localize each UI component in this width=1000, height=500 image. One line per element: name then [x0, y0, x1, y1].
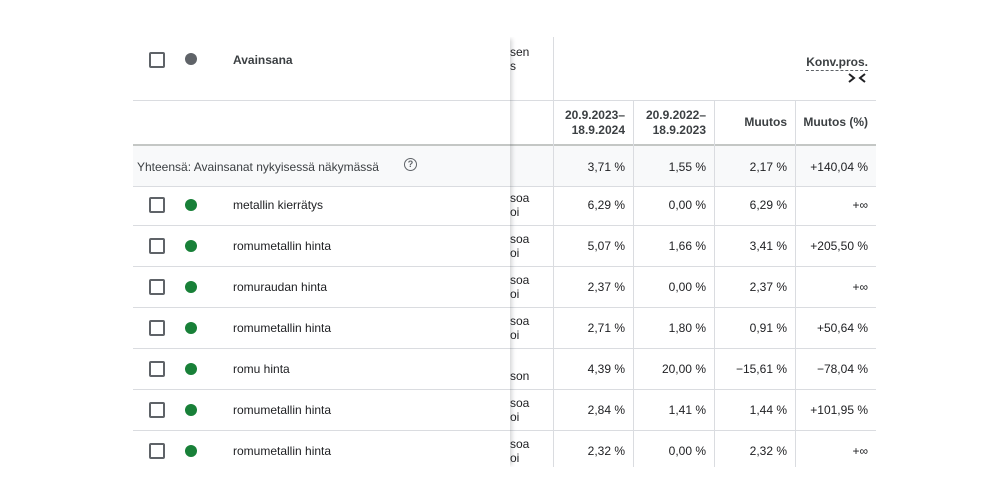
total-value: 1,55 %	[668, 160, 706, 174]
divider	[133, 266, 510, 267]
cell-value: 1,44 %	[749, 403, 787, 417]
cell-value: 5,07 %	[587, 239, 625, 253]
cell-value: 2,32 %	[749, 444, 787, 458]
partial-cell: son	[510, 369, 530, 383]
status-enabled-dot[interactable]	[185, 404, 197, 416]
row-checkbox[interactable]	[149, 320, 165, 336]
partial-cell: oi	[510, 246, 520, 260]
column-header-line: Muutos (%)	[803, 115, 868, 129]
cell-value: 1,41 %	[668, 403, 706, 417]
partial-cell: soa	[510, 273, 530, 287]
column-header-previous-period[interactable]	[633, 108, 706, 138]
partial-header-line1: sen	[510, 45, 530, 59]
cell-value: −78,04 %	[816, 362, 868, 376]
keyword-text[interactable]: romuraudan hinta	[233, 280, 328, 294]
status-enabled-dot[interactable]	[185, 363, 197, 375]
cell-value: 6,29 %	[587, 198, 625, 212]
partial-cell: soa	[510, 396, 530, 410]
row-checkbox[interactable]	[149, 443, 165, 459]
total-value: 2,17 %	[749, 160, 787, 174]
cell-value: 3,41 %	[749, 239, 787, 253]
cell-value: +∞	[852, 280, 868, 294]
divider	[133, 100, 510, 101]
chevrons-collapse-icon[interactable]	[846, 71, 868, 85]
frozen-keyword-column	[133, 37, 510, 467]
status-enabled-dot[interactable]	[185, 240, 197, 252]
partial-column	[510, 37, 553, 467]
partial-cell: oi	[510, 451, 520, 465]
cell-value: 2,37 %	[749, 280, 787, 294]
partial-cell: oi	[510, 410, 520, 424]
keyword-text[interactable]: romu hinta	[233, 362, 290, 376]
keyword-text[interactable]: metallin kierrätys	[233, 198, 324, 212]
cell-value: 1,80 %	[668, 321, 706, 335]
row-checkbox[interactable]	[149, 279, 165, 295]
cell-value: 0,91 %	[749, 321, 787, 335]
partial-cell: soa	[510, 314, 530, 328]
row-checkbox[interactable]	[149, 361, 165, 377]
cell-value: 0,00 %	[668, 280, 706, 294]
cell-value: 1,66 %	[668, 239, 706, 253]
keyword-text[interactable]: romumetallin hinta	[233, 321, 332, 335]
help-icon[interactable]: ?	[404, 158, 417, 171]
keyword-column-header[interactable]: Avainsana	[233, 53, 293, 67]
status-enabled-dot[interactable]	[185, 322, 197, 334]
column-header-change-percent[interactable]	[795, 115, 868, 130]
cell-value: +∞	[852, 198, 868, 212]
keyword-table	[133, 37, 876, 467]
partial-cell: soa	[510, 191, 530, 205]
divider	[133, 430, 510, 431]
status-enabled-dot[interactable]	[185, 445, 197, 457]
cell-value: 6,29 %	[749, 198, 787, 212]
cell-value: 4,39 %	[587, 362, 625, 376]
cell-value: −15,61 %	[735, 362, 787, 376]
column-group-label[interactable]: Konv.pros.	[806, 55, 868, 69]
partial-cell: oi	[510, 205, 520, 219]
column-header-line: 20.9.2023–	[564, 108, 625, 122]
column-header-line: 18.9.2024	[571, 123, 625, 137]
column-header-line: Muutos	[744, 115, 787, 129]
column-header-line: 18.9.2023	[652, 123, 706, 137]
partial-cell: soa	[510, 437, 530, 451]
total-value: +140,04 %	[810, 160, 868, 174]
divider	[133, 389, 510, 390]
cell-value: 0,00 %	[668, 198, 706, 212]
cell-value: 2,37 %	[587, 280, 625, 294]
cell-value: 2,71 %	[587, 321, 625, 335]
cell-value: 2,32 %	[587, 444, 625, 458]
divider	[133, 307, 510, 308]
divider	[133, 225, 510, 226]
partial-header-line2: s	[510, 59, 516, 73]
total-label: Yhteensä: Avainsanat nykyisessä näkymässä	[137, 160, 379, 174]
cell-value: +50,64 %	[816, 321, 868, 335]
status-enabled-dot[interactable]	[185, 281, 197, 293]
row-checkbox[interactable]	[149, 402, 165, 418]
cell-value: 0,00 %	[668, 444, 706, 458]
keyword-text[interactable]: romumetallin hinta	[233, 444, 332, 458]
status-header-dot[interactable]	[185, 53, 197, 65]
partial-cell: oi	[510, 287, 520, 301]
column-header-current-period[interactable]	[553, 108, 625, 138]
cell-value: +101,95 %	[810, 403, 868, 417]
partial-cell: soa	[510, 232, 530, 246]
keyword-text[interactable]: romumetallin hinta	[233, 403, 332, 417]
cell-value: +∞	[852, 444, 868, 458]
cell-value: 20,00 %	[661, 362, 706, 376]
divider	[133, 348, 510, 349]
total-value: 3,71 %	[587, 160, 625, 174]
column-group-header[interactable]	[793, 53, 868, 71]
column-header-line: 20.9.2022–	[645, 108, 706, 122]
status-enabled-dot[interactable]	[185, 199, 197, 211]
row-checkbox[interactable]	[149, 197, 165, 213]
cell-value: +205,50 %	[810, 239, 868, 253]
row-checkbox[interactable]	[149, 238, 165, 254]
partial-cell: oi	[510, 328, 520, 342]
divider	[133, 186, 510, 187]
cell-value: 2,84 %	[587, 403, 625, 417]
column-header-change[interactable]	[714, 115, 787, 130]
select-all-checkbox[interactable]	[149, 52, 165, 68]
keyword-text[interactable]: romumetallin hinta	[233, 239, 332, 253]
